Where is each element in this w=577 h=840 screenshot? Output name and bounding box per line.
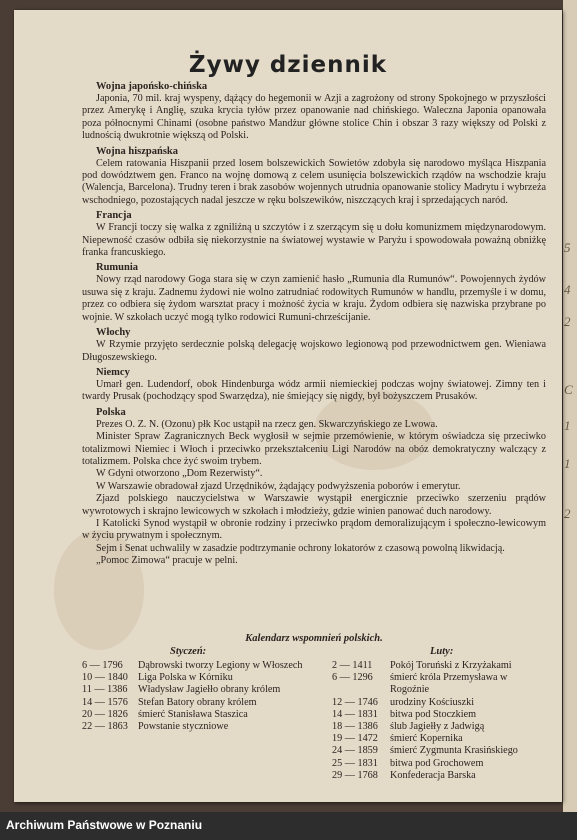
calendar-entry (332, 733, 546, 745)
section-heading: Polska (96, 406, 126, 418)
calendar-entry (82, 709, 314, 721)
calendar-january-heading: Styczeń: (170, 646, 207, 657)
entry-date: 19 — 1472 (332, 733, 378, 745)
entry-event: urodziny Kościuszki (390, 696, 475, 708)
calendar-entry (332, 672, 546, 696)
section-france (82, 209, 546, 259)
calendar-entry (332, 770, 546, 782)
section-heading: Niemcy (96, 366, 130, 378)
entry-date: 24 — 1859 (332, 745, 378, 757)
entry-event: śmierć Kopernika (390, 733, 463, 745)
entry-event: Władysław Jagiełło obrany królem (138, 684, 281, 696)
entry-event: Pokój Toruński z Krzyżakami (390, 660, 512, 671)
section-italy (82, 326, 546, 364)
entry-event: Liga Polska w Kórniku (138, 672, 233, 684)
article-body (82, 80, 546, 570)
entry-date: 11 — 1386 (82, 684, 128, 696)
calendar-entry (82, 697, 314, 709)
entry-event: ślub Jagiełły z Jadwigą (390, 721, 485, 733)
section-paragraph: I Katolicki Synod wystąpił w obronie rodziny i przeciwko prądom demoralizującym i społeczno-lewicowym w życiu prywatnym i społecznym. (82, 517, 546, 542)
entry-event: śmierć Stanisława Staszica (138, 708, 248, 720)
calendar-entry (332, 660, 546, 672)
edge-mark: 1 (564, 456, 571, 471)
entry-event: Konfederacja Barska (390, 769, 476, 781)
section-poland (82, 406, 546, 568)
edge-mark: 4 (564, 282, 571, 297)
section-romania (82, 261, 546, 324)
entry-date: 29 — 1768 (332, 769, 378, 781)
section-spain (82, 145, 546, 208)
archive-footer-bar (0, 812, 577, 840)
section-text: Nowy rząd narodowy Goga stara się w czyn zamienić hasło „Rumunia dla Rumunów“. Powojennych żydów usuwa się z kraju. Zadnemu żydowi nie wolno zatrudniać rodowitych Rumunów w handlu, przemyśle i w domu, przez co odbiera się żydom warsztat pracy i możność życia w kraju. Żydom odbiera się nazwiska przybrane po wojnie. W szkołach uczyć mogą tylko rodowici Rumuni-chrześcijanie. (82, 274, 546, 323)
calendar-entry (332, 745, 546, 757)
entry-date: 6 — 1296 (332, 672, 373, 684)
section-paragraph: Zjazd polskiego nauczycielstwa w Warszawie wystąpił energicznie przeciwko szerzeniu prądów wywrotowych i skrajno lewicowych w szkołach i młodzieży, gdzie winien panować duch narodowy. (82, 493, 546, 517)
calendar-entry (332, 721, 546, 733)
section-text: W Francji toczy się walka z zgniliźną u szczytów i z szerzącym się u dołu komunizmem międzynarodowym. Niepewność czasów odbiła się niekorzystnie na światowej wystawie w Paryżu i spowodowała poważną obniżkę franka francuskiego. (82, 222, 546, 259)
calendar-february-list (332, 660, 546, 782)
entry-event: Powstanie styczniowe (138, 721, 229, 733)
section-germany (82, 366, 546, 404)
entry-date: 18 — 1386 (332, 721, 378, 733)
entry-date: 14 — 1831 (332, 708, 378, 720)
calendar-title: Kalendarz wspomnień polskich. (245, 633, 383, 644)
entry-event: bitwa pod Grochowem (390, 757, 484, 769)
section-paragraph: Prezes O. Z. N. (Ozonu) płk Koc ustąpił na rzecz gen. Skwarczyńskiego ze Lwowa. (96, 418, 438, 430)
entry-event: Stefan Batory obrany królem (138, 696, 257, 708)
section-heading: Wojna japońsko-chińska (96, 81, 208, 92)
edge-mark: C (564, 382, 573, 397)
entry-date: 20 — 1826 (82, 708, 128, 720)
entry-date: 25 — 1831 (332, 757, 378, 769)
section-paragraph: W Warszawie obradował zjazd Urzędników, żądający podwyższenia poborów i emerytur. (96, 480, 461, 492)
edge-mark: 5 (564, 240, 571, 255)
section-japan-china (82, 80, 546, 143)
calendar-entry (82, 660, 314, 672)
section-paragraph: W Gdyni otworzono „Dom Rezerwisty“. (96, 468, 263, 480)
entry-date: 14 — 1576 (82, 696, 128, 708)
entry-date: 12 — 1746 (332, 696, 378, 708)
entry-event: Dąbrowski tworzy Legiony w Włoszech (138, 660, 303, 671)
section-heading: Francja (96, 210, 132, 222)
calendar-february-heading: Luty: (430, 646, 454, 657)
section-heading: Włochy (96, 327, 131, 339)
page-title: Żywy dziennik (188, 52, 388, 78)
entry-event: śmierć Zygmunta Krasińskiego (390, 745, 518, 757)
calendar-entry (332, 709, 546, 721)
calendar-entry (332, 758, 546, 770)
edge-mark: 1 (564, 418, 571, 433)
calendar-entry (82, 721, 314, 733)
archive-credit: Archiwum Państwowe w Poznaniu (6, 818, 203, 832)
entry-event: śmierć króla Przemysława w Rogoźnie (390, 672, 508, 696)
section-paragraph: „Pomoc Zimowa“ pracuje w pelni. (96, 555, 238, 567)
section-text: Celem ratowania Hiszpanii przed losem bolszewickich Sowietów zdobyła się narodowo myśląca Hiszpania pod dowództwem gen. Franco na wojnę domową z celem usunięcia bolszewickich rządów na wschodzie kraju (Walencja, Barcelona). Trudny teren i brak zasobów wojennych utrudnia opanowanie stolicy Madrytu i wybrzeża wschodniego, pozostających nadal jeszcze w ręku bolszewików, niszczących kraj i sprzedających naród. (82, 157, 546, 206)
section-paragraph: Sejm i Senat uchwalily w zasadzie podtrzymanie ochrony lokatorów z czasową powolną likwidacją. (96, 542, 505, 554)
edge-mark: 2 (564, 506, 571, 521)
calendar-entry (82, 684, 314, 696)
section-text: Japonia, 70 mil. kraj wyspeny, dążący do hegemonii w Azji a zagrożony od strony Spokojnego w przyszłości przez Amerykę i Anglię, szuka krycia tyłów przez opanowanie nad chińskiego. Waleczna Japonia opanowała poza północnymi Chinami (osobne państwo Mandżur główne stolice Chin i obszar 3 razy większy od Polski z ludnością dwukrotnie większą od Polski. (82, 93, 546, 142)
entry-date: 2 — 1411 (332, 660, 373, 671)
section-text: Umarł gen. Ludendorf, obok Hindenburga wódz armii niemieckiej podczas wojny światowej. Zimny ten i twardy Prusak (pochodzący spod Swarzędza), nie śmiejący się nigdy, był bożyszczem Prusaków. (82, 378, 546, 403)
section-text: W Rzymie przyjęto serdecznie polską delegację wojskowo legionową pod przewodnictwem gen. Wieniawa Długoszewskiego. (82, 339, 546, 363)
edge-mark: 2 (564, 314, 571, 329)
section-paragraph: Minister Spraw Zagranicznych Beck wygłosił w sejmie przemówienie, w którym oświadcza się przeciwko totalizmowi Niemiec i Włoch i przeciwko przekształceniu Ligi Narodów na obóz demokratyczny walczący z totalizmem. Polska chce żyć swoim trybem. (82, 431, 546, 467)
section-heading: Rumunia (96, 262, 139, 274)
entry-event: bitwa pod Stoczkiem (390, 708, 477, 720)
entry-date: 6 — 1796 (82, 660, 123, 671)
adjacent-page-edge (563, 0, 577, 812)
calendar-entry (82, 672, 314, 684)
entry-date: 10 — 1840 (82, 672, 128, 684)
calendar-entry (332, 697, 546, 709)
entry-date: 22 — 1863 (82, 721, 128, 733)
calendar-january-list (82, 660, 314, 733)
section-heading: Wojna hiszpańska (96, 145, 178, 157)
